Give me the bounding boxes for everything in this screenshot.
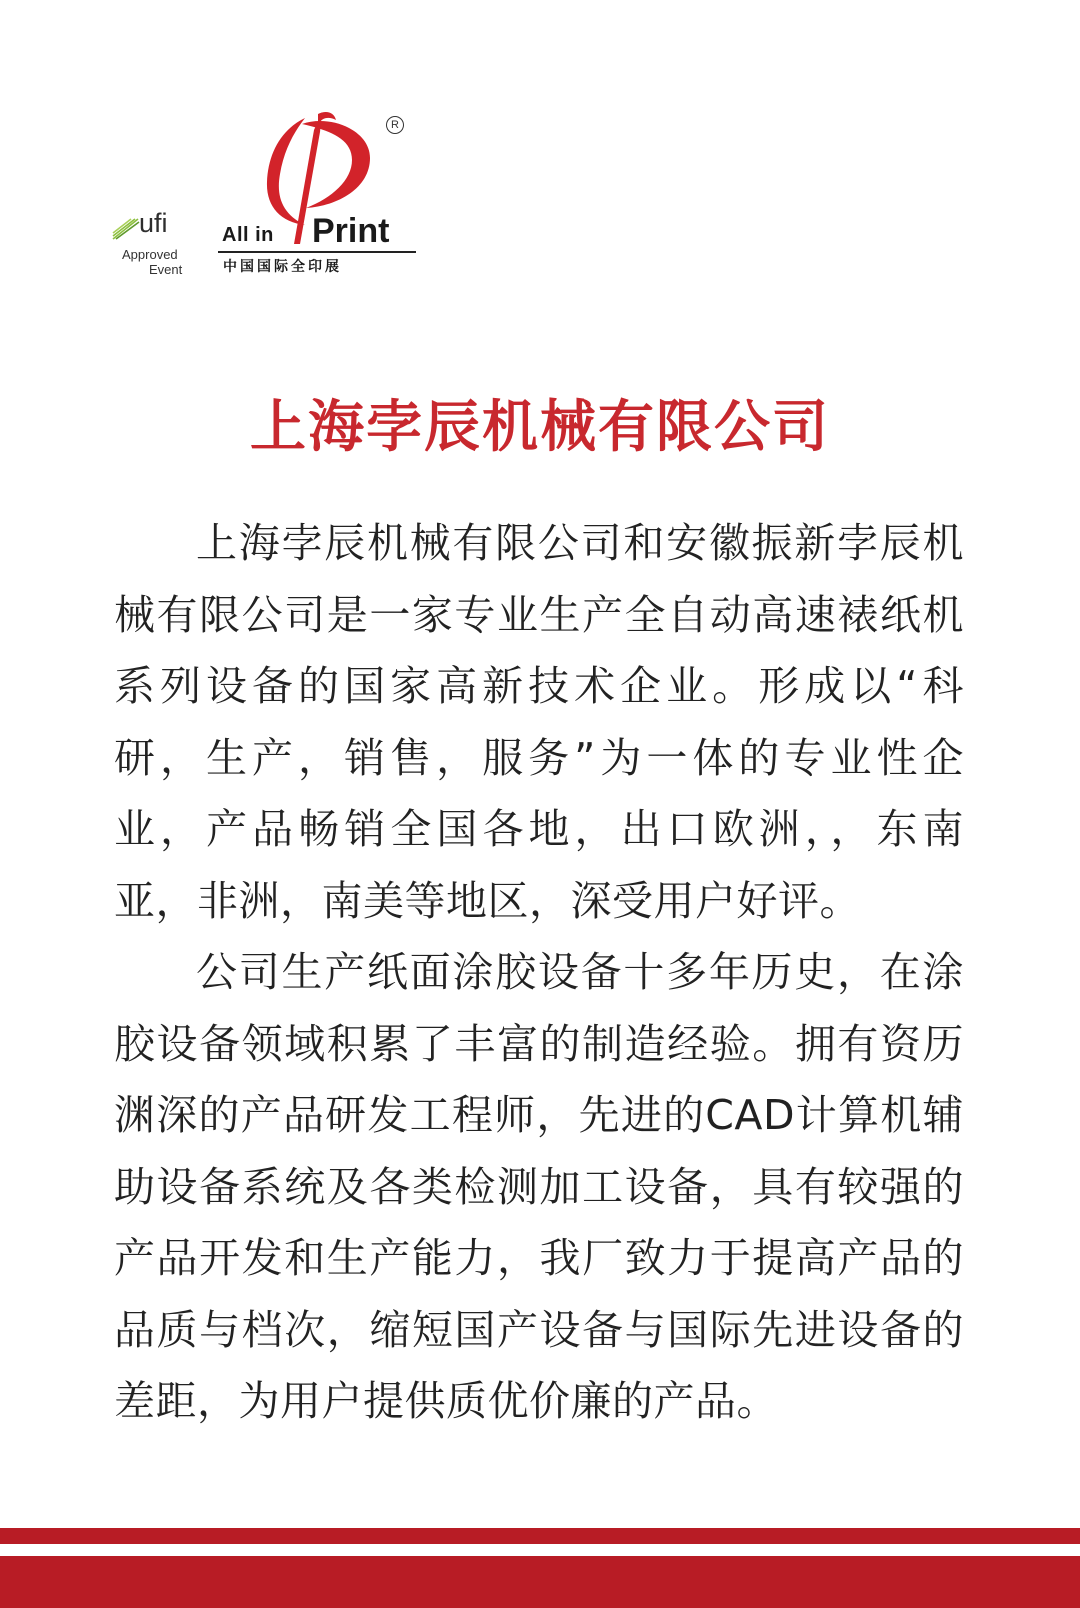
logo-chinese-name: 中国国际全印展 (223, 259, 342, 275)
description-paragraph-1: 上海孛辰机械有限公司和安徽振新孛辰机械有限公司是一家专业生产全自动高速裱纸机系列设备的国家高新技术企业。形成以“科研，生产，销售，服务”为一体的专业性企业，产品畅销全国各地，出口欧洲，，东南亚，非洲，南美等地区，深受用户好评。 (114, 519, 964, 925)
ufi-event-label: Event (149, 262, 183, 277)
ufi-lines-icon (112, 216, 140, 240)
registered-mark-icon: R (386, 116, 404, 134)
footer-stripe-thin (0, 1528, 1080, 1544)
description-paragraph-2: 公司生产纸面涂胶设备十多年历史，在涂胶设备领域积累了丰富的制造经验。拥有资历渊深的产品研发工程师，先进的CAD计算机辅助设备系统及各类检测加工设备，具有较强的产品开发和生产能力，我厂致力于提高产品的品质与档次，缩短国产设备与国际先进设备的差距，为用户提供质优价廉的产品。 (114, 948, 964, 1425)
all-in-print-logo (210, 110, 420, 285)
company-title: 上海孛辰机械有限公司 (250, 394, 830, 460)
logo-divider (218, 251, 416, 253)
header-logos (0, 0, 1080, 300)
logo-all-in-text: All in (222, 224, 274, 246)
ufi-approved-event-logo (112, 208, 194, 278)
company-description (114, 508, 964, 1438)
logo-print-text: Print (312, 212, 390, 250)
footer-stripe-thick (0, 1556, 1080, 1608)
ufi-approved-label: Approved (122, 247, 178, 262)
ufi-wordmark: ufi (139, 208, 168, 238)
